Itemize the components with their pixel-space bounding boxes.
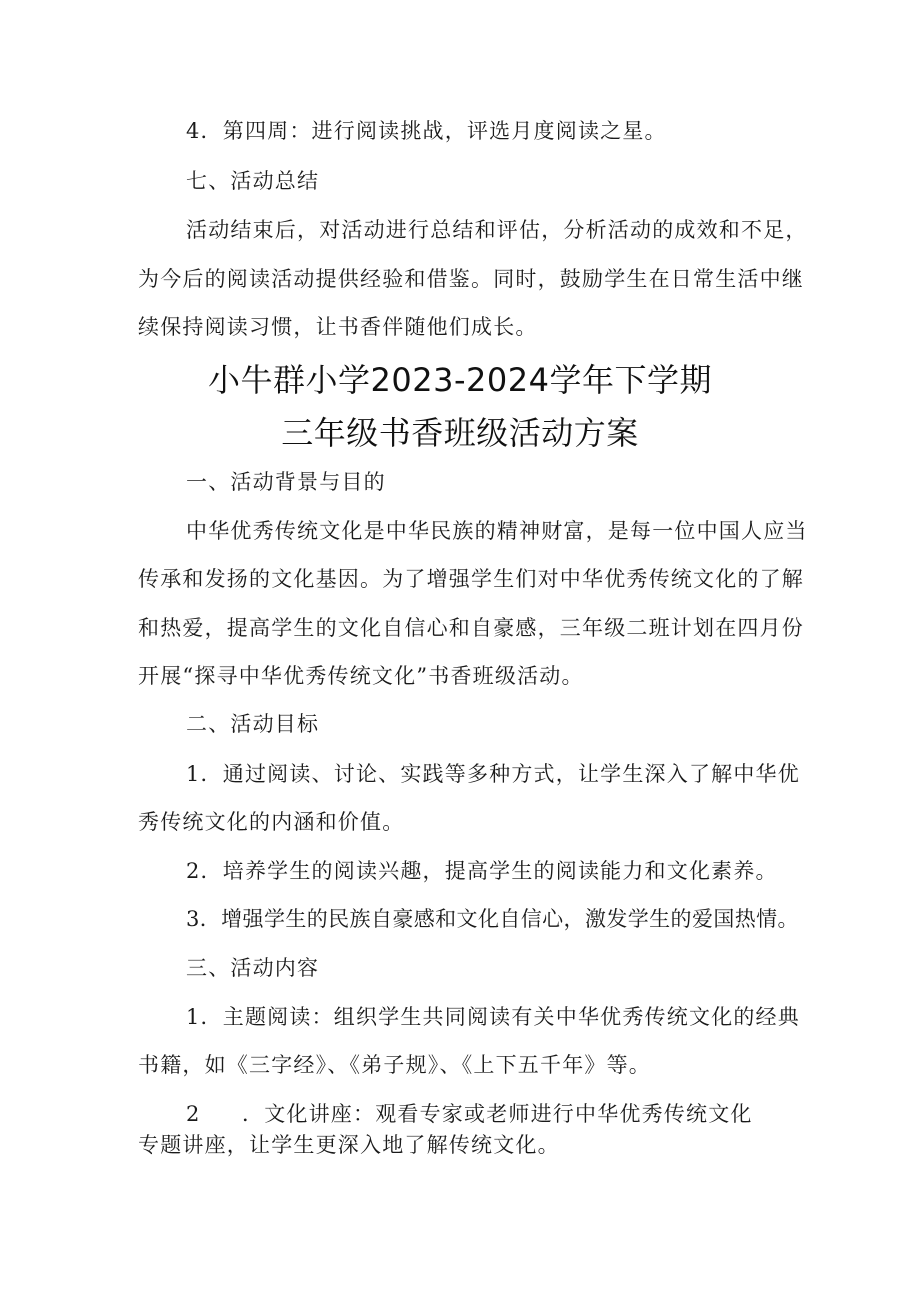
goal-item: 3．增强学生的民族自豪感和文化自信心，激发学生的爱国热情。 bbox=[186, 907, 799, 931]
section-heading-background: 一、活动背景与目的 bbox=[186, 470, 386, 494]
goal-item-line: 1．通过阅读、讨论、实践等多种方式，让学生深入了解中华优 bbox=[186, 762, 800, 786]
background-paragraph-line: 和热爱，提高学生的文化自信心和自豪感，三年级二班计划在四月份 bbox=[138, 616, 804, 640]
summary-paragraph-line: 为今后的阅读活动提供经验和借鉴。同时，鼓励学生在日常生活中继 bbox=[138, 267, 804, 291]
document-title: 小牛群小学2023-2024学年下学期 bbox=[208, 361, 712, 399]
summary-paragraph-line: 活动结束后，对活动进行总结和评估，分析活动的成效和不足， bbox=[186, 218, 808, 242]
section-heading-content: 三、活动内容 bbox=[186, 956, 320, 980]
content-item-line: 专题讲座，让学生更深入地了解传统文化。 bbox=[138, 1133, 560, 1157]
goal-item: 2．培养学生的阅读兴趣，提高学生的阅读能力和文化素养。 bbox=[186, 859, 778, 883]
section-heading-goals: 二、活动目标 bbox=[186, 712, 320, 736]
document-subtitle: 三年级书香班级活动方案 bbox=[281, 414, 639, 452]
background-paragraph-line: 开展“探寻中华优秀传统文化”书香班级活动。 bbox=[138, 664, 584, 688]
goal-item-line: 秀传统文化的内涵和价值。 bbox=[138, 810, 405, 834]
content-item-line bbox=[186, 1100, 836, 1128]
week4-item: 4．第四周：进行阅读挑战，评选月度阅读之星。 bbox=[186, 119, 667, 143]
section-heading-summary: 七、活动总结 bbox=[186, 169, 320, 193]
item-number: 2 bbox=[186, 1102, 201, 1126]
content-item-line: 1．主题阅读：组织学生共同阅读有关中华优秀传统文化的经典 bbox=[186, 1005, 800, 1029]
background-paragraph-line: 传承和发扬的文化基因。为了增强学生们对中华优秀传统文化的了解 bbox=[138, 567, 804, 591]
content-item-line: 书籍，如《三字经》、《弟子规》、《上下五千年》等。 bbox=[138, 1053, 651, 1077]
background-paragraph-line: 中华优秀传统文化是中华民族的精神财富，是每一位中国人应当 bbox=[186, 519, 808, 543]
summary-paragraph-line: 续保持阅读习惯，让书香伴随他们成长。 bbox=[138, 315, 538, 339]
item-text: ．文化讲座：观看专家或老师进行中华优秀传统文化 bbox=[242, 1102, 753, 1126]
